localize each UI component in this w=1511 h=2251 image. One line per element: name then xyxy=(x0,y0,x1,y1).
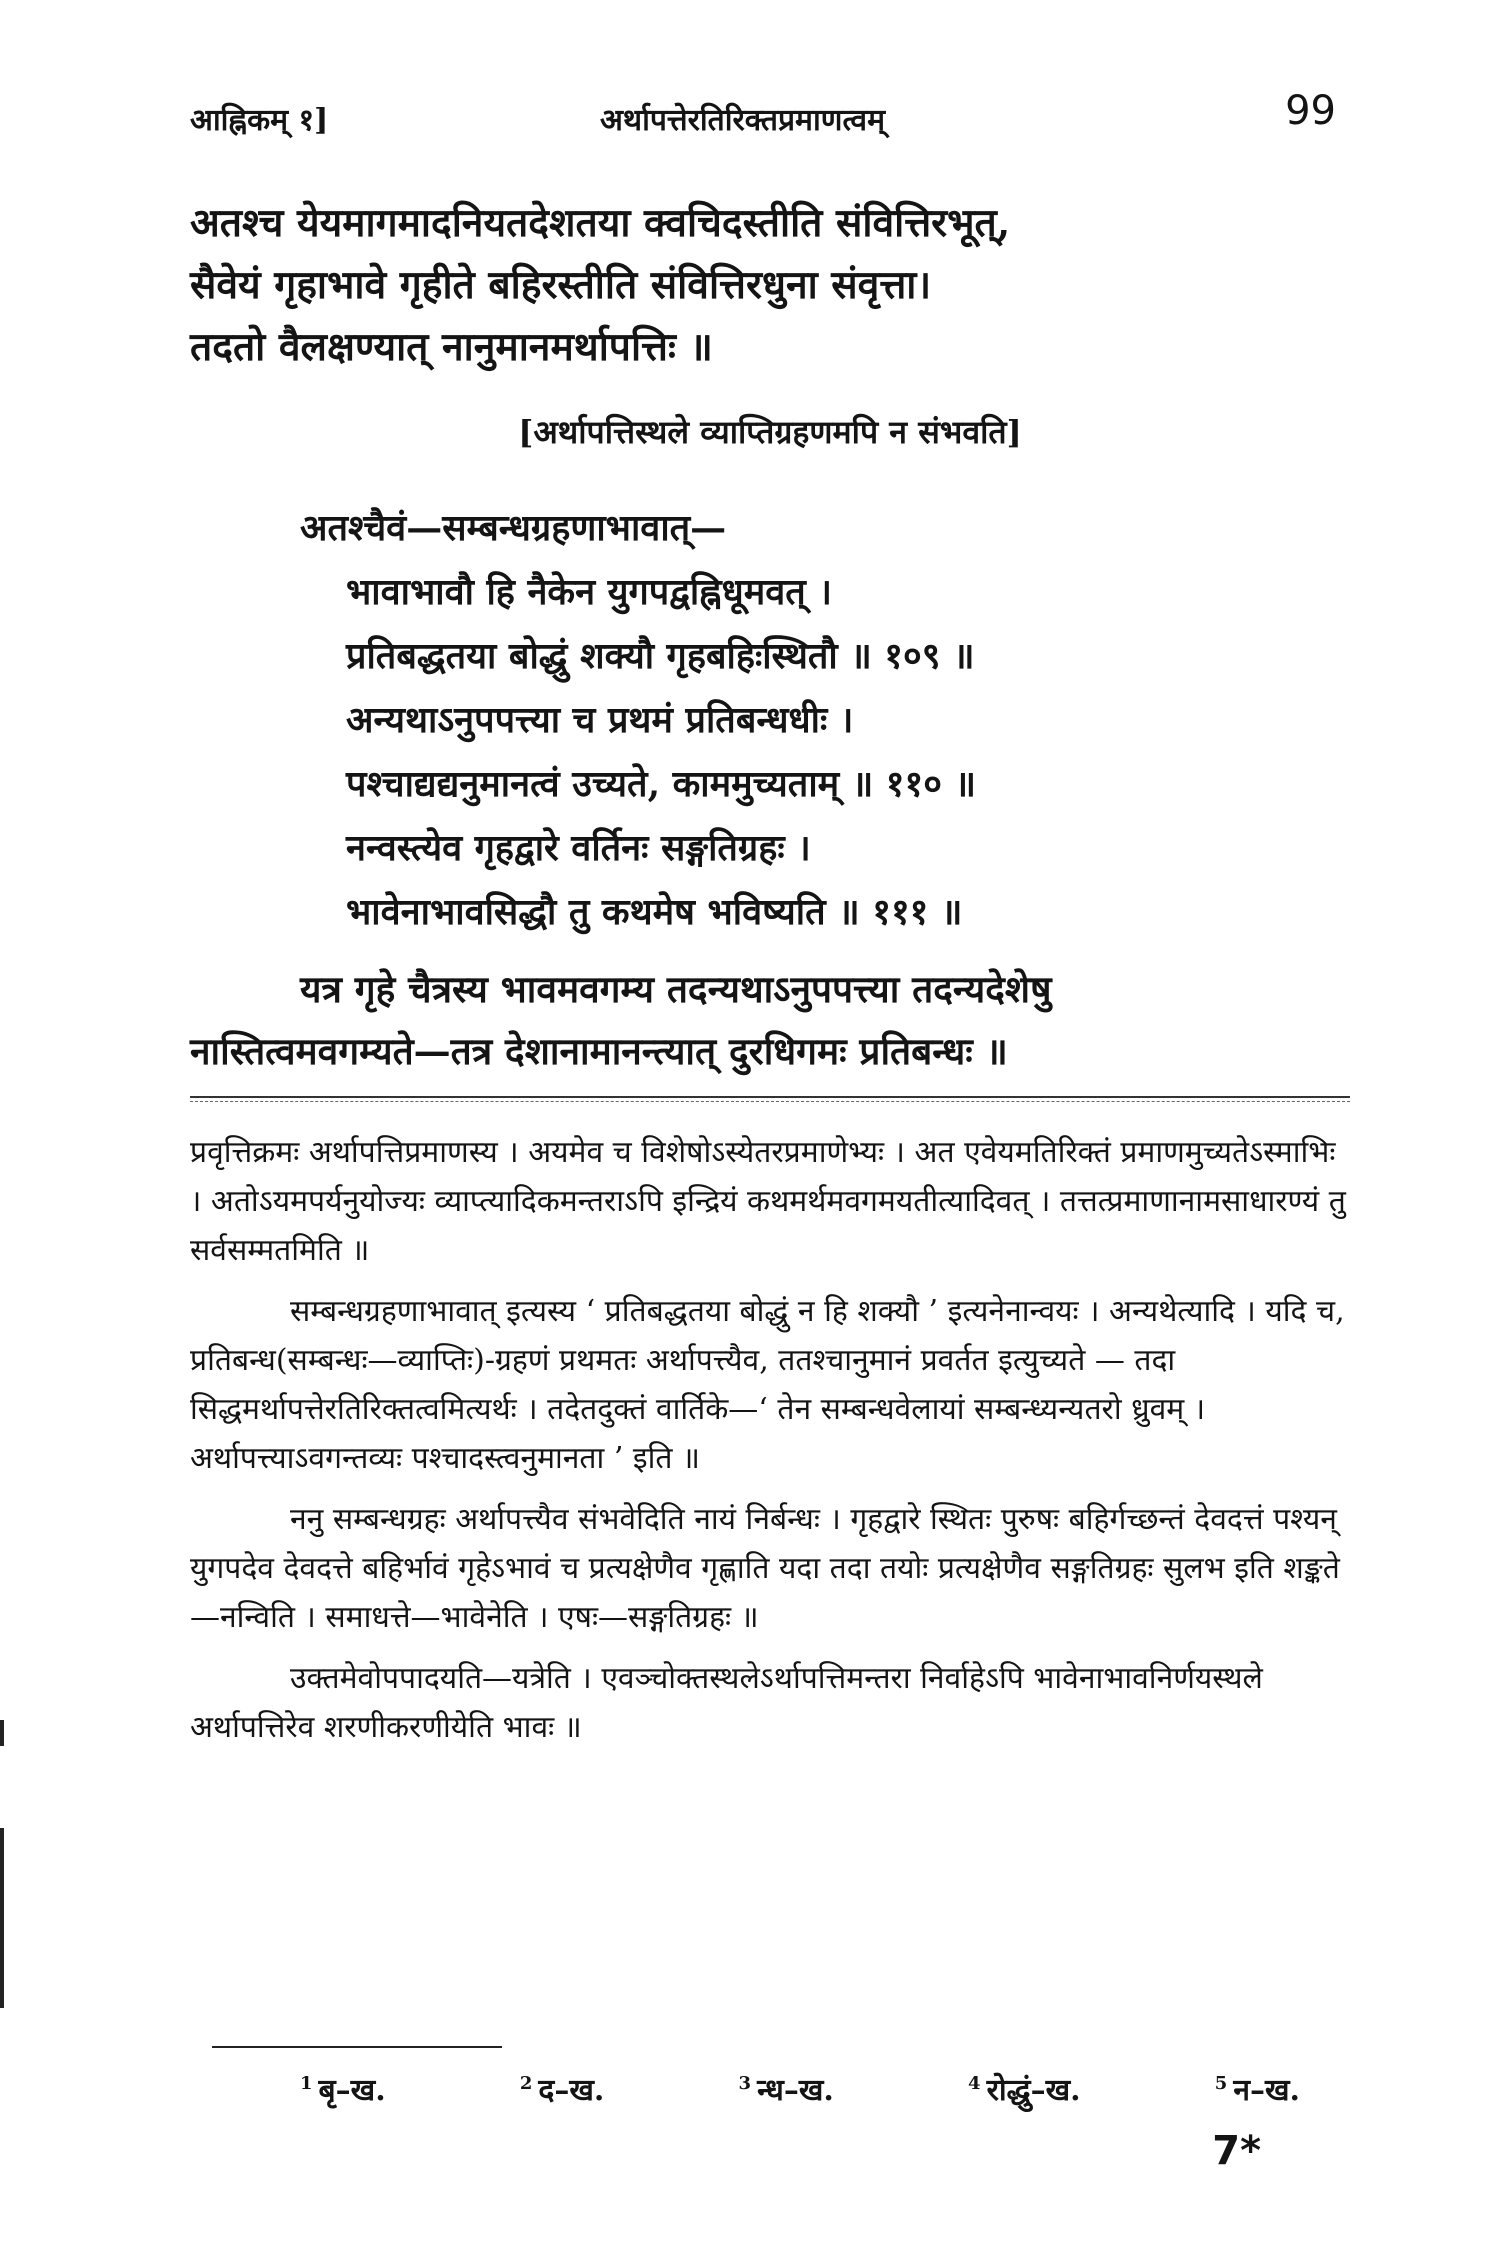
section-heading: [अर्थापत्तिस्थले व्याप्तिग्रहणमपि न संभवति] xyxy=(518,413,1022,451)
text-commentary-divider xyxy=(190,1096,1350,1102)
commentary-block xyxy=(190,1128,1350,1764)
footnote-number: 4 xyxy=(968,2073,981,2094)
footnote-text: न–ख. xyxy=(1233,2073,1300,2108)
main-text-line: तदतो वैलक्षण्यात् नानुमानमर्थापत्तिः ॥ xyxy=(190,324,713,370)
footnote xyxy=(739,2068,834,2109)
page-number: 99 xyxy=(1285,88,1336,134)
footnote-text: न्ध–ख. xyxy=(757,2073,834,2108)
main-text-line: अतश्च येयमागमादनियतदेशतया क्वचिदस्तीति संवित्तिरभूत्, xyxy=(190,200,1011,246)
main-text xyxy=(190,192,1350,378)
verse-intro: अतश्चैवं—सम्बन्धग्रहणाभावात्— xyxy=(300,507,727,549)
footnote xyxy=(968,2068,1081,2109)
verse-line: प्रतिबद्धतया बोद्धुं शक्यौ गृहबहिःस्थितौ ॥ १०९ ॥ xyxy=(346,635,975,677)
footnotes xyxy=(300,2068,1300,2109)
footnote xyxy=(300,2068,386,2109)
main-text-line: सैवेयं गृहाभावे गृहीते बहिरस्तीति संवित्तिरधुना संवृत्ता। xyxy=(190,262,932,308)
prose-block xyxy=(190,958,1350,1082)
footnote-text: द–ख. xyxy=(538,2073,605,2108)
scan-edge-mark xyxy=(0,1828,4,2008)
verse-line: नन्वस्त्येव गृहद्वारे वर्तिनः सङ्गतिग्रहः । xyxy=(346,827,811,869)
footnote-number: 1 xyxy=(300,2073,313,2094)
verse-line: पश्चाद्यद्यनुमानत्वं उच्यते, काममुच्यताम् ॥ ११० ॥ xyxy=(346,763,977,805)
scan-edge-mark xyxy=(0,1720,4,1746)
commentary-paragraph: प्रवृत्तिक्रमः अर्थापत्तिप्रमाणस्य । अयमेव च विशेषोऽस्येतरप्रमाणेभ्यः । अत एवेयमतिरिक्तं प्रमाणमुच्यतेऽस्माभिः । अतोऽयमपर्यनुयोज्यः व्याप्त्यादिकमन्तराऽपि इन्द्रियं कथमर्थमवगमयतीत्यादिवत् । तत्तत्प्रमाणानामसाधारण्यं तु सर्वसम्मतमिति ॥ xyxy=(190,1135,1346,1268)
footnote-rule xyxy=(212,2046,502,2048)
footnote-text: रोद्धुं–ख. xyxy=(986,2073,1081,2108)
verse-line: अन्यथाऽनुपपत्त्या च प्रथमं प्रतिबन्धधीः । xyxy=(346,699,854,741)
commentary-paragraph: ननु सम्बन्धग्रहः अर्थापत्त्यैव संभवेदिति नायं निर्बन्धः । गृहद्वारे स्थितः पुरुषः बहिर्गच्छन्तं देवदत्तं पश्यन् युगपदेव देवदत्ते बहिर्भावं गृहेऽभावं च प्रत्यक्षेणैव गृह्णाति यदा तदा तयोः प्रत्यक्षेणैव सङ्गतिग्रहः सुलभ इति शङ्कते—नन्विति । समाधत्ते—भावेनेति । एषः—सङ्गतिग्रहः ॥ xyxy=(190,1502,1340,1635)
running-header xyxy=(190,88,1350,144)
commentary-paragraph: सम्बन्धग्रहणाभावात् इत्यस्य ‘ प्रतिबद्धतया बोद्धुं न हि शक्यौ ’ इत्यनेनान्वयः । अन्यथेत्यादि । यदि च, प्रतिबन्ध(सम्बन्धः—व्याप्तिः)-ग्रहणं प्रथमतः अर्थापत्त्यैव, ततश्चानुमानं प्रवर्तत इत्युच्यते — तदा सिद्धमर्थापत्तेरतिरिक्तत्वमित्यर्थः । तदेतदुक्तं वार्तिके—‘ तेन सम्बन्धवेलायां सम्बन्ध्यन्यतरो ध्रुवम् । अर्थापत्त्याऽवगन्तव्यः पश्चादस्त्वनुमानता ’ इति ॥ xyxy=(190,1294,1345,1476)
footnote-text: बृ–ख. xyxy=(318,2073,386,2108)
footnote-number: 5 xyxy=(1214,2073,1228,2094)
prose-line: यत्र गृहे चैत्रस्य भावमवगम्य तदन्यथाऽनुपपत्त्या तदन्यदेशेषु xyxy=(300,967,1052,1011)
verse-line: भावेनाभावसिद्धौ तु कथमेष भविष्यति ॥ १११ ॥ xyxy=(346,891,963,933)
footnote xyxy=(520,2068,604,2109)
verse-line: भावाभावौ हि नैकेन युगपद्वह्निधूमवत् । xyxy=(346,571,832,613)
commentary-paragraph: उक्तमेवोपपादयति—यत्रेति । एवञ्चोक्तस्थलेऽर्थापत्तिमन्तरा निर्वाहेऽपि भावेनाभावनिर्णयस्थले अर्थापत्तिरेव शरणीकरणीयेति भावः ॥ xyxy=(190,1661,1263,1745)
footnote-number: 2 xyxy=(519,2073,533,2094)
verse-block xyxy=(300,496,1360,944)
header-title: अर्थापत्तेरतिरिक्तप्रमाणत्वम् xyxy=(600,103,886,138)
footnote xyxy=(1215,2068,1300,2109)
header-chapter: आह्निकम् १] xyxy=(190,103,329,138)
footnote-number: 3 xyxy=(738,2073,752,2094)
signature-mark: 7* xyxy=(1212,2128,1261,2174)
prose-line: नास्तित्वमवगम्यते—तत्र देशानामानन्त्यात् दुरधिगमः प्रतिबन्धः ॥ xyxy=(190,1029,1008,1073)
